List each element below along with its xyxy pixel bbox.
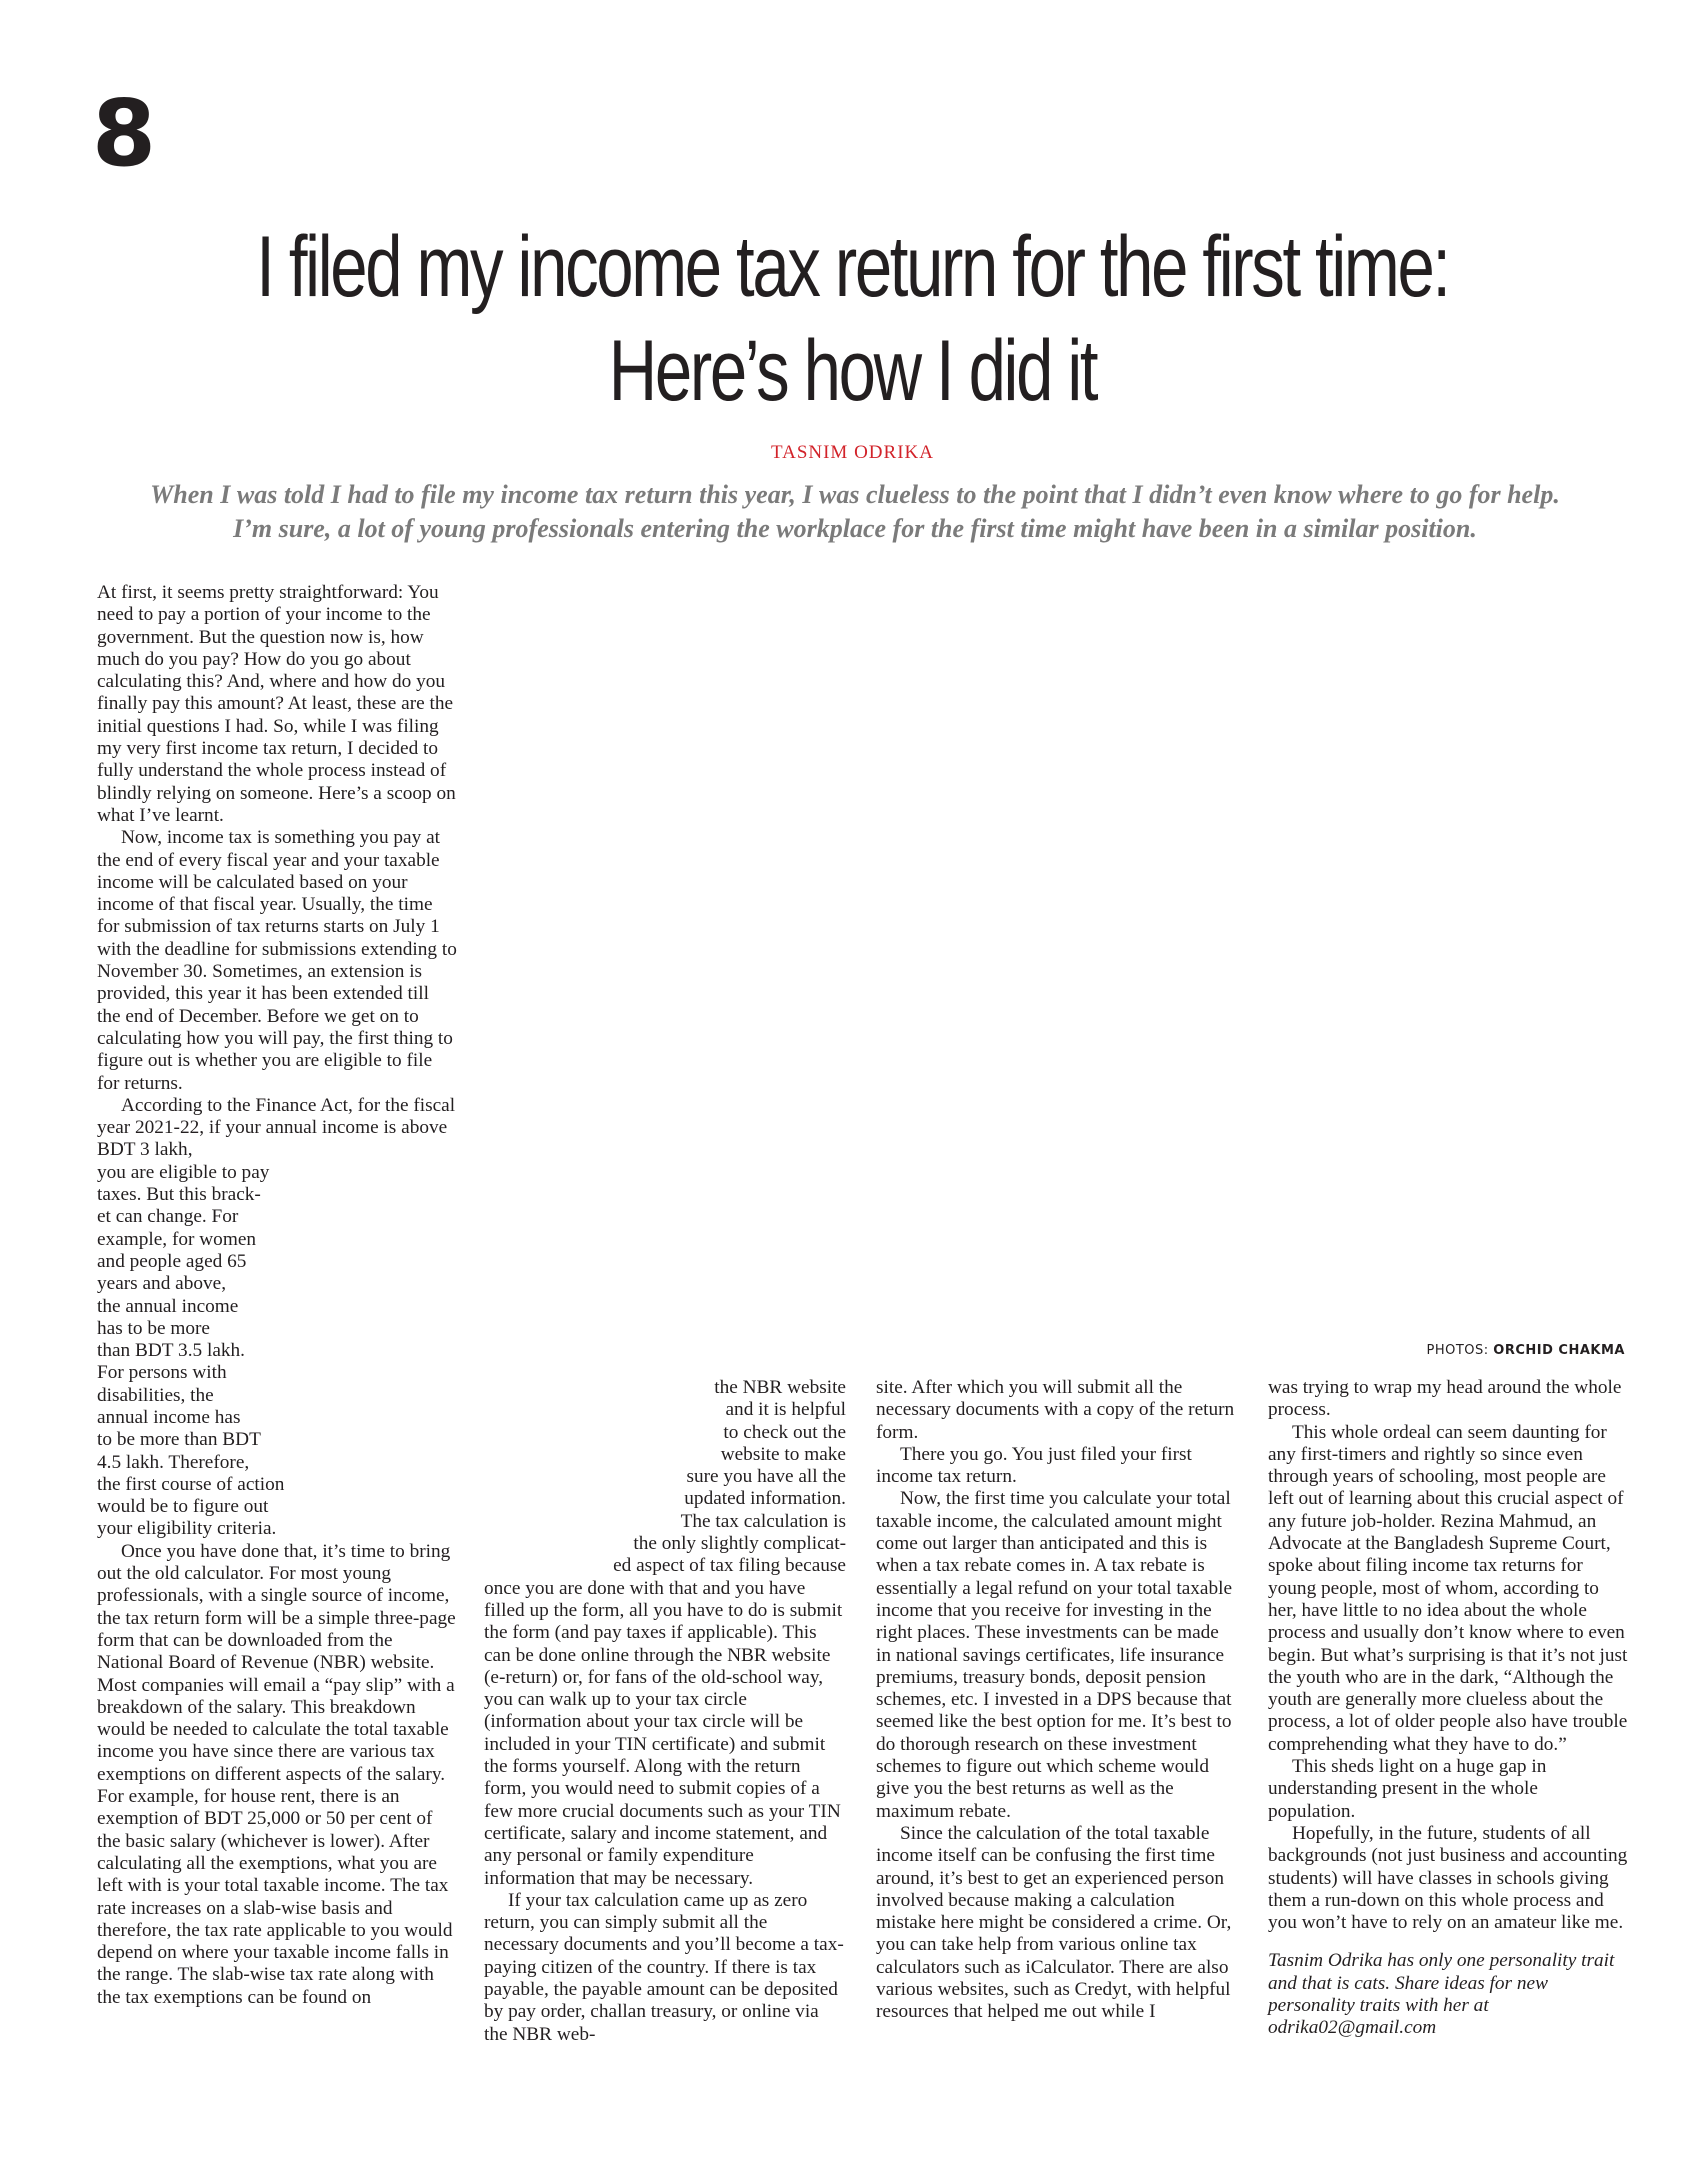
text-line: website to make <box>720 1443 846 1465</box>
text-line: the first course of action <box>97 1473 285 1495</box>
text-line: years and above, <box>97 1273 227 1295</box>
text-line: For persons with <box>97 1362 227 1384</box>
text-line: the only slightly complicat- <box>633 1533 846 1555</box>
text-line: and it is helpful <box>725 1399 846 1421</box>
author-bio: Tasnim Odrika has only one personality trait and that is cats. Share ideas for new personality traits with her at odrika02@gmail.com <box>1268 1950 1615 2039</box>
text-line: 4.5 lakh. Therefore, <box>97 1451 250 1473</box>
paragraph: once you are done with that and you have filled up the form, all you have to do is submit the form (and pay taxes if applicable). This can be done online through the NBR website (e-return) or, for fans of the old-school way, you can walk up to your tax circle (information about your tax circle will be included in your TIN certificate) and submit the forms yourself. Along with the return form, you would need to submit copies of a few more crucial documents such as your TIN certificate, salary and income statement, and any personal or family expenditure information that may be necessary. <box>484 1577 843 1889</box>
photo-credit-label: PHOTOS: <box>1426 1343 1489 1358</box>
article-column-3 <box>876 1377 1238 2024</box>
article-column-1 <box>97 582 457 2009</box>
standfirst <box>90 478 1620 546</box>
paragraph: Now, the first time you calculate your total taxable income, the calculated amount might come out larger than anticipated and this is when a tax rebate comes in. A tax rebate is essentially a legal refund on your total taxable income that you receive for investing in the right places. These investments can be made in national savings certificates, life insurance premiums, treasury bonds, deposit pension schemes, etc. I invested in a DPS because that seemed like the best option for me. It’s best to do thorough research on these investment schemes to figure out which scheme would give you the best returns as well as the maximum rebate. <box>876 1488 1233 1822</box>
paragraph: There you go. You just filed your first income tax return. <box>876 1443 1192 1488</box>
photo-credit-name: ORCHID CHAKMA <box>1493 1343 1625 1358</box>
text-line: ed aspect of tax filing because <box>613 1555 846 1577</box>
text-line: has to be more <box>97 1317 210 1339</box>
text-line: example, for women <box>97 1228 257 1250</box>
text-line: would be to figure out <box>97 1496 269 1518</box>
text-line: sure you have all the <box>686 1466 846 1488</box>
standfirst-line-2: I’m sure, a lot of young professionals entering the workplace for the first time might have been in a similar position. <box>233 514 1477 543</box>
text-line: your eligibility criteria. <box>97 1518 277 1540</box>
text-line: disabilities, the <box>97 1384 214 1406</box>
text-line: et can change. For <box>97 1206 239 1228</box>
page-number: 8 <box>92 80 155 187</box>
text-line: than BDT 3.5 lakh. <box>97 1340 245 1362</box>
paragraph: According to the Finance Act, for the fiscal year 2021-22, if your annual income is above BDT 3 lakh, <box>97 1094 456 1161</box>
standfirst-line-1: When I was told I had to file my income tax return this year, I was clueless to the point that I didn’t even know where to go for help. <box>150 480 1560 509</box>
paragraph: Now, income tax is something you pay at the end of every fiscal year and your taxable income will be calculated based on your income of that fiscal year. Usually, the time for submission of tax returns starts on July 1 with the deadline for submissions extending to November 30. Sometimes, an extension is provided, this year it has been extended till the end of December. Before we get on to calculating how you will pay, the first thing to figure out is whether you are eligible to file for returns. <box>97 827 457 1094</box>
text-line: and people aged 65 <box>97 1250 247 1272</box>
paragraph: At first, it seems pretty straightforward: You need to pay a portion of your income to the government. But the question now is, how much do you pay? How do you go about calculating this? And, where and how do you finally pay this amount? At least, these are the initial questions I had. So, while I was filing my very first income tax return, I decided to fully understand the whole process instead of blindly relying on someone. Here’s a scoop on what I’ve learnt. <box>97 582 456 826</box>
photo-credit <box>1427 1343 1626 1358</box>
text-line: to be more than BDT <box>97 1429 261 1451</box>
wrapped-text-block <box>97 1162 457 1541</box>
text-line: the NBR website <box>714 1377 846 1398</box>
headline-line-2: Here’s how I did it <box>608 323 1097 419</box>
paragraph: This whole ordeal can seem daunting for any first-timers and rightly so since even through years of schooling, most people are left out of learning about this crucial aspect of any future job-holder. Rezina Mahmud, an Advocate at the Bangladesh Supreme Court, spoke about filing income tax returns for young people, most of whom, according to her, have little to no idea about the whole process and usually don’t know where to even begin. But what’s surprising is that it’s not just the youth who are in the dark, “Although the youth are generally more clueless about the process, a lot of older people also have trouble comprehending what they have to do.” <box>1268 1421 1628 1755</box>
paragraph: site. After which you will submit all the necessary documents with a copy of the return form. <box>876 1377 1235 1443</box>
paragraph: Since the calculation of the total taxable income itself can be confusing the first time around, it’s best to get an experienced person involved because making a calculation mistake here might be considered a crime. Or, you can take help from various online tax calculators such as iCalculator. There are also various websites, such as Credyt, with helpful resources that helped me out while I <box>876 1822 1232 2023</box>
article-column-4 <box>1268 1377 1628 2040</box>
text-line: The tax calculation is <box>680 1510 846 1532</box>
headline-line-1: I filed my income tax return for the first time: <box>256 219 1449 315</box>
byline: TASNIM ODRIKA <box>771 442 934 463</box>
text-line: updated information. <box>684 1488 846 1510</box>
headline <box>234 215 1470 423</box>
wrapped-text-block <box>484 1377 846 1578</box>
text-line: to check out the <box>723 1421 846 1443</box>
paragraph: This sheds light on a huge gap in understanding present in the whole population. <box>1268 1756 1547 1822</box>
paragraph: Hopefully, in the future, students of all backgrounds (not just business and accounting students) will have classes in schools giving them a run-down on this whole process and you won’t have to rely on an amateur like me. <box>1268 1822 1628 1934</box>
paragraph: If your tax calculation came up as zero return, you can simply submit all the necessary documents and you’ll become a tax-paying citizen of the country. If there is tax payable, the payable amount can be deposited by pay order, challan treasury, or online via the NBR web- <box>484 1889 844 2045</box>
text-line: annual income has <box>97 1406 241 1428</box>
paragraph: Once you have done that, it’s time to bring out the old calculator. For most young professionals, with a single source of income, the tax return form will be a simple three-page form that can be downloaded from the National Board of Revenue (NBR) website. Most companies will email a “pay slip” with a breakdown of the salary. This breakdown would be needed to calculate the total taxable income you have since there are various tax exemptions on different aspects of the salary. For example, for house rent, there is an exemption of BDT 25,000 or 50 per cent of the basic salary (whichever is lower). After calculating all the exemptions, what you are left with is your total taxable income. The tax rate increases on a slab-wise basis and therefore, the tax rate applicable to you would depend on where your taxable income falls in the range. The slab-wise tax rate along with the tax exemptions can be found on <box>97 1540 456 2008</box>
paragraph: was trying to wrap my head around the whole process. <box>1268 1377 1622 1421</box>
text-line: the annual income <box>97 1295 239 1317</box>
text-line: taxes. But this brack- <box>97 1184 261 1206</box>
text-line: you are eligible to pay <box>97 1161 270 1183</box>
article-column-2 <box>484 1377 846 2046</box>
